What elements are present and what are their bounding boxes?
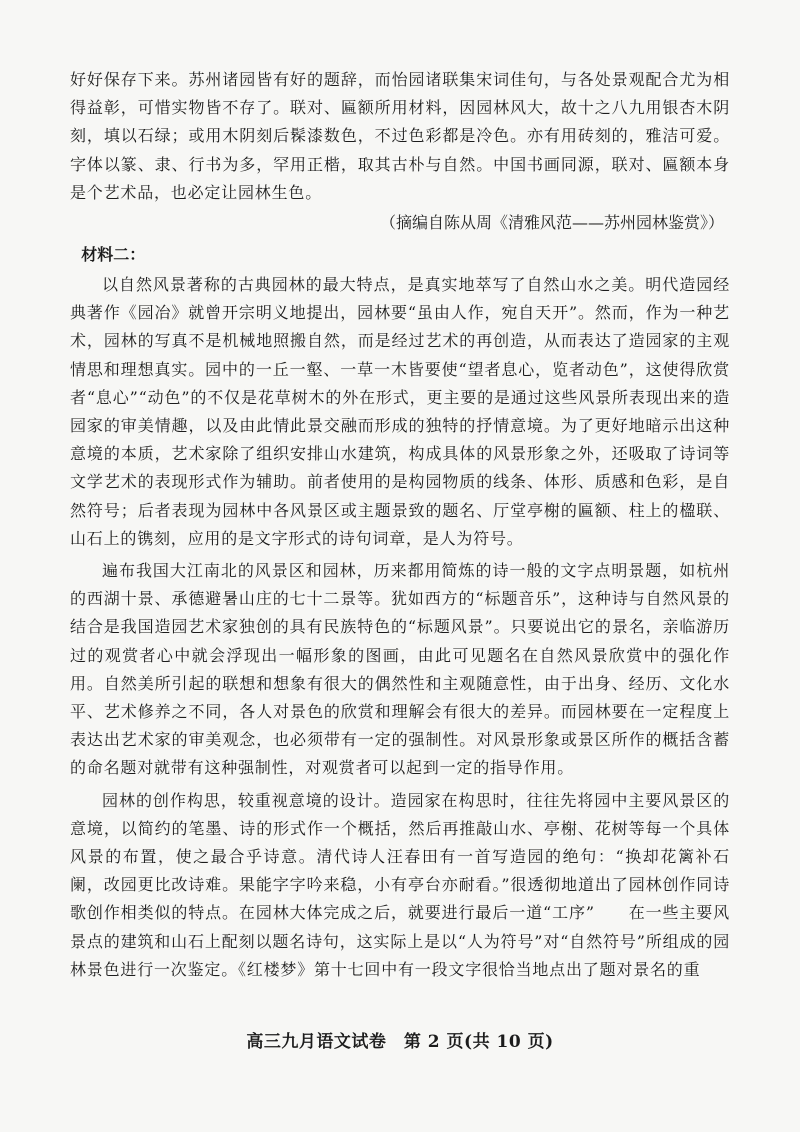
paragraph-1: 以自然风景著称的古典园林的最大特点，是真实地萃写了自然山水之美。明代造园经典著作《园冶》就曾开宗明义地提出，园林要“虽由人作，宛自天开”。然而，作为一种艺术，园林的写真不是机械地照搬自然，而是经过艺术的再创造，从而表达了造园家的主观情思和理想真实。园中的一丘一壑、一草一木皆要使“望者息心，览者动色”，这使得欣赏者“息心”“动色”的不仅是花草树木的外在形式，更主要的是通过这些风景所表现出来的造园家的审美情趣，以及由此情此景交融而形成的独特的抒情意境。为了更好地暗示出这种意境的本质，艺术家除了组织安排山水建筑，构成具体的风景形象之外，还吸取了诗词等文学艺术的表现形式作为辅助。前者使用的是构园物质的线条、体形、质感和色彩，是自然符号；后者表现为园林中各风景区或主题景致的题名、厅堂亭榭的匾额、柱上的楹联、山石上的镌刻，应用的是文字形式的诗句词章，是人为符号。 bbox=[70, 275, 730, 548]
section-heading: 材料二： bbox=[81, 245, 146, 265]
paragraph-2: 遍布我国大江南北的风景区和园林，历来都用简炼的诗一般的文字点明景题，如杭州的西湖十景、承德避暑山庄的七十二景等。犹如西方的“标题音乐”，这种诗与自然风景的结合是我国造园艺术家独创的具有民族特色的“标题风景”。只要说出它的景名，亲临游历过的观赏者心中就会浮现出一幅形象的图画，由此可见题名在自然风景欣赏中的强化作用。自然美所引起的联想和想象有很大的偶然性和主观随意性，由于出身、经历、文化水平、艺术修养之不同，各人对景色的欣赏和理解会有很大的差异。而园林要在一定程度上表达出艺术家的审美观念，也必须带有一定的强制性。对风景形象或景区所作的概括含蓄的命名题对就带有这种强制性，对观赏者可以起到一定的指导作用。 bbox=[70, 561, 730, 778]
page-footer: 高三九月语文试卷 第 2 页(共 10 页) bbox=[246, 1032, 554, 1052]
paragraph-continued: 好好保存下来。苏州诸园皆有好的题辞，而怡园诸联集宋词佳句，与各处景观配合尤为相得益彰，可惜实物皆不存了。联对、匾额所用材料，因园林风大，故十之八九用银杏木阴刻，填以石绿；或用木阴刻后髹漆数色，不过色彩都是冷色。亦有用砖刻的，雅洁可爱。字体以篆、隶、行书为多，罕用正楷，取其古朴与自然。中国书画同源，联对、匾额本身是个艺术品，也必定让园林生色。 bbox=[70, 70, 730, 202]
source-citation: （摘编自陈从周《清雅风范——苏州园林鉴赏》） bbox=[379, 213, 724, 233]
paragraph-3: 园林的创作构思，较重视意境的设计。造园家在构思时，往往先将园中主要风景区的意境，以简约的笔墨、诗的形式作一个概括，然后再推敲山水、亭榭、花树等每一个具体风景的布置，使之最合乎诗意。清代诗人汪春田有一首写造园的绝句：“换却花篱补石阑，改园更比改诗难。果能字字吟来稳，小有亭台亦耐看。”很透彻地道出了园林创作同诗歌创作相类似的特点。在园林大体完成之后，就要进行最后一道“工序” 在一些主要风景点的建筑和山石上配刻以题名诗句，这实际上是以“人为符号”对“自然符号”所组成的园林景色进行一次鉴定。《红楼梦》第十七回中有一段文字很恰当地点出了题对景名的重 bbox=[70, 790, 730, 979]
